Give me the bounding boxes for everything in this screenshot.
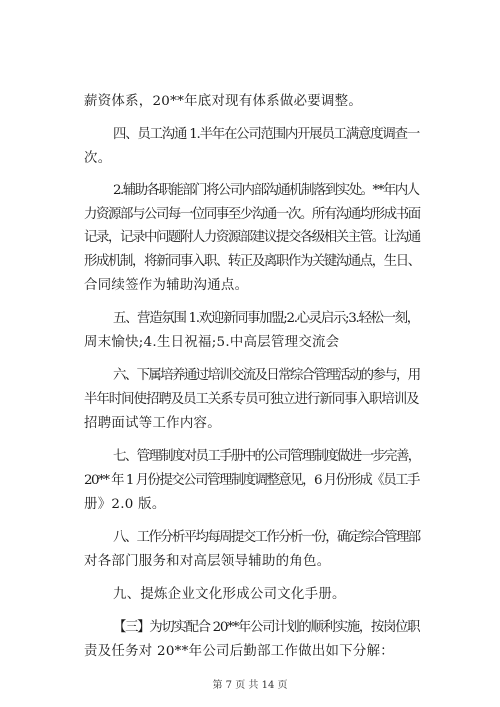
text-line: 六、下属培养通过培训交流及日常综合管理活动的参与，用 xyxy=(113,368,420,383)
text-line: 招聘面试等工作内容。 xyxy=(84,416,221,431)
text-line: 次。 xyxy=(84,151,112,166)
text-line: 责及任务对 20**年公司后勤部工作做出如下分解： xyxy=(84,644,394,659)
text-line: 合同续签作为辅助沟通点。 xyxy=(84,278,249,293)
text-line: 力资源部与公司每一位同事至少沟通一次。所有沟通均形成书面 xyxy=(84,207,420,222)
text-line: 对各部门服务和对高层领导辅助的角色。 xyxy=(84,554,331,569)
text-line: 七、管理制度对员工手册中的公司管理制度做进一步完善， xyxy=(113,449,420,464)
text-line: 【三】为切实配合 20**年公司计划的顺利实施，按岗位职 xyxy=(113,620,420,635)
text-line: 周末愉快;4.生日祝福;5.中高层管理交流会 xyxy=(84,335,340,350)
text-line: 册》2.0 版。 xyxy=(84,497,166,512)
page-number-footer: 第 7 页 共 14 页 xyxy=(212,680,288,691)
text-line: 九、提炼企业文化形成公司文化手册。 xyxy=(113,587,346,602)
text-line: 五、营造氛围 1.欢迎新同事加盟;2.心灵启示;3.轻松一刻， xyxy=(113,311,419,326)
text-line: 形成机制，将新同事入职、转正及离职作为关键沟通点，生日、 xyxy=(84,254,420,269)
text-line: 四、员工沟通 1.半年在公司范围内开展员工满意度调查一 xyxy=(113,127,420,142)
text-line: 八、工作分析平均每周提交工作分析一份，确定综合管理部 xyxy=(113,530,420,545)
text-line: 2.辅助各职能部门将公司内部沟通机制落到实处。**年内人 xyxy=(113,183,419,198)
text-line: 记录，记录中问题附人力资源部建议提交各级相关主管。让沟通 xyxy=(84,230,420,245)
text-line: 半年时间使招聘及员工关系专员可独立进行新同事入职培训及 xyxy=(84,392,419,407)
text-line: 薪资体系，20**年底对现有体系做必要调整。 xyxy=(84,94,363,109)
text-line: 20** 年 1 月份提交公司管理制度调整意见，6 月份形成《员工手 xyxy=(84,473,419,488)
